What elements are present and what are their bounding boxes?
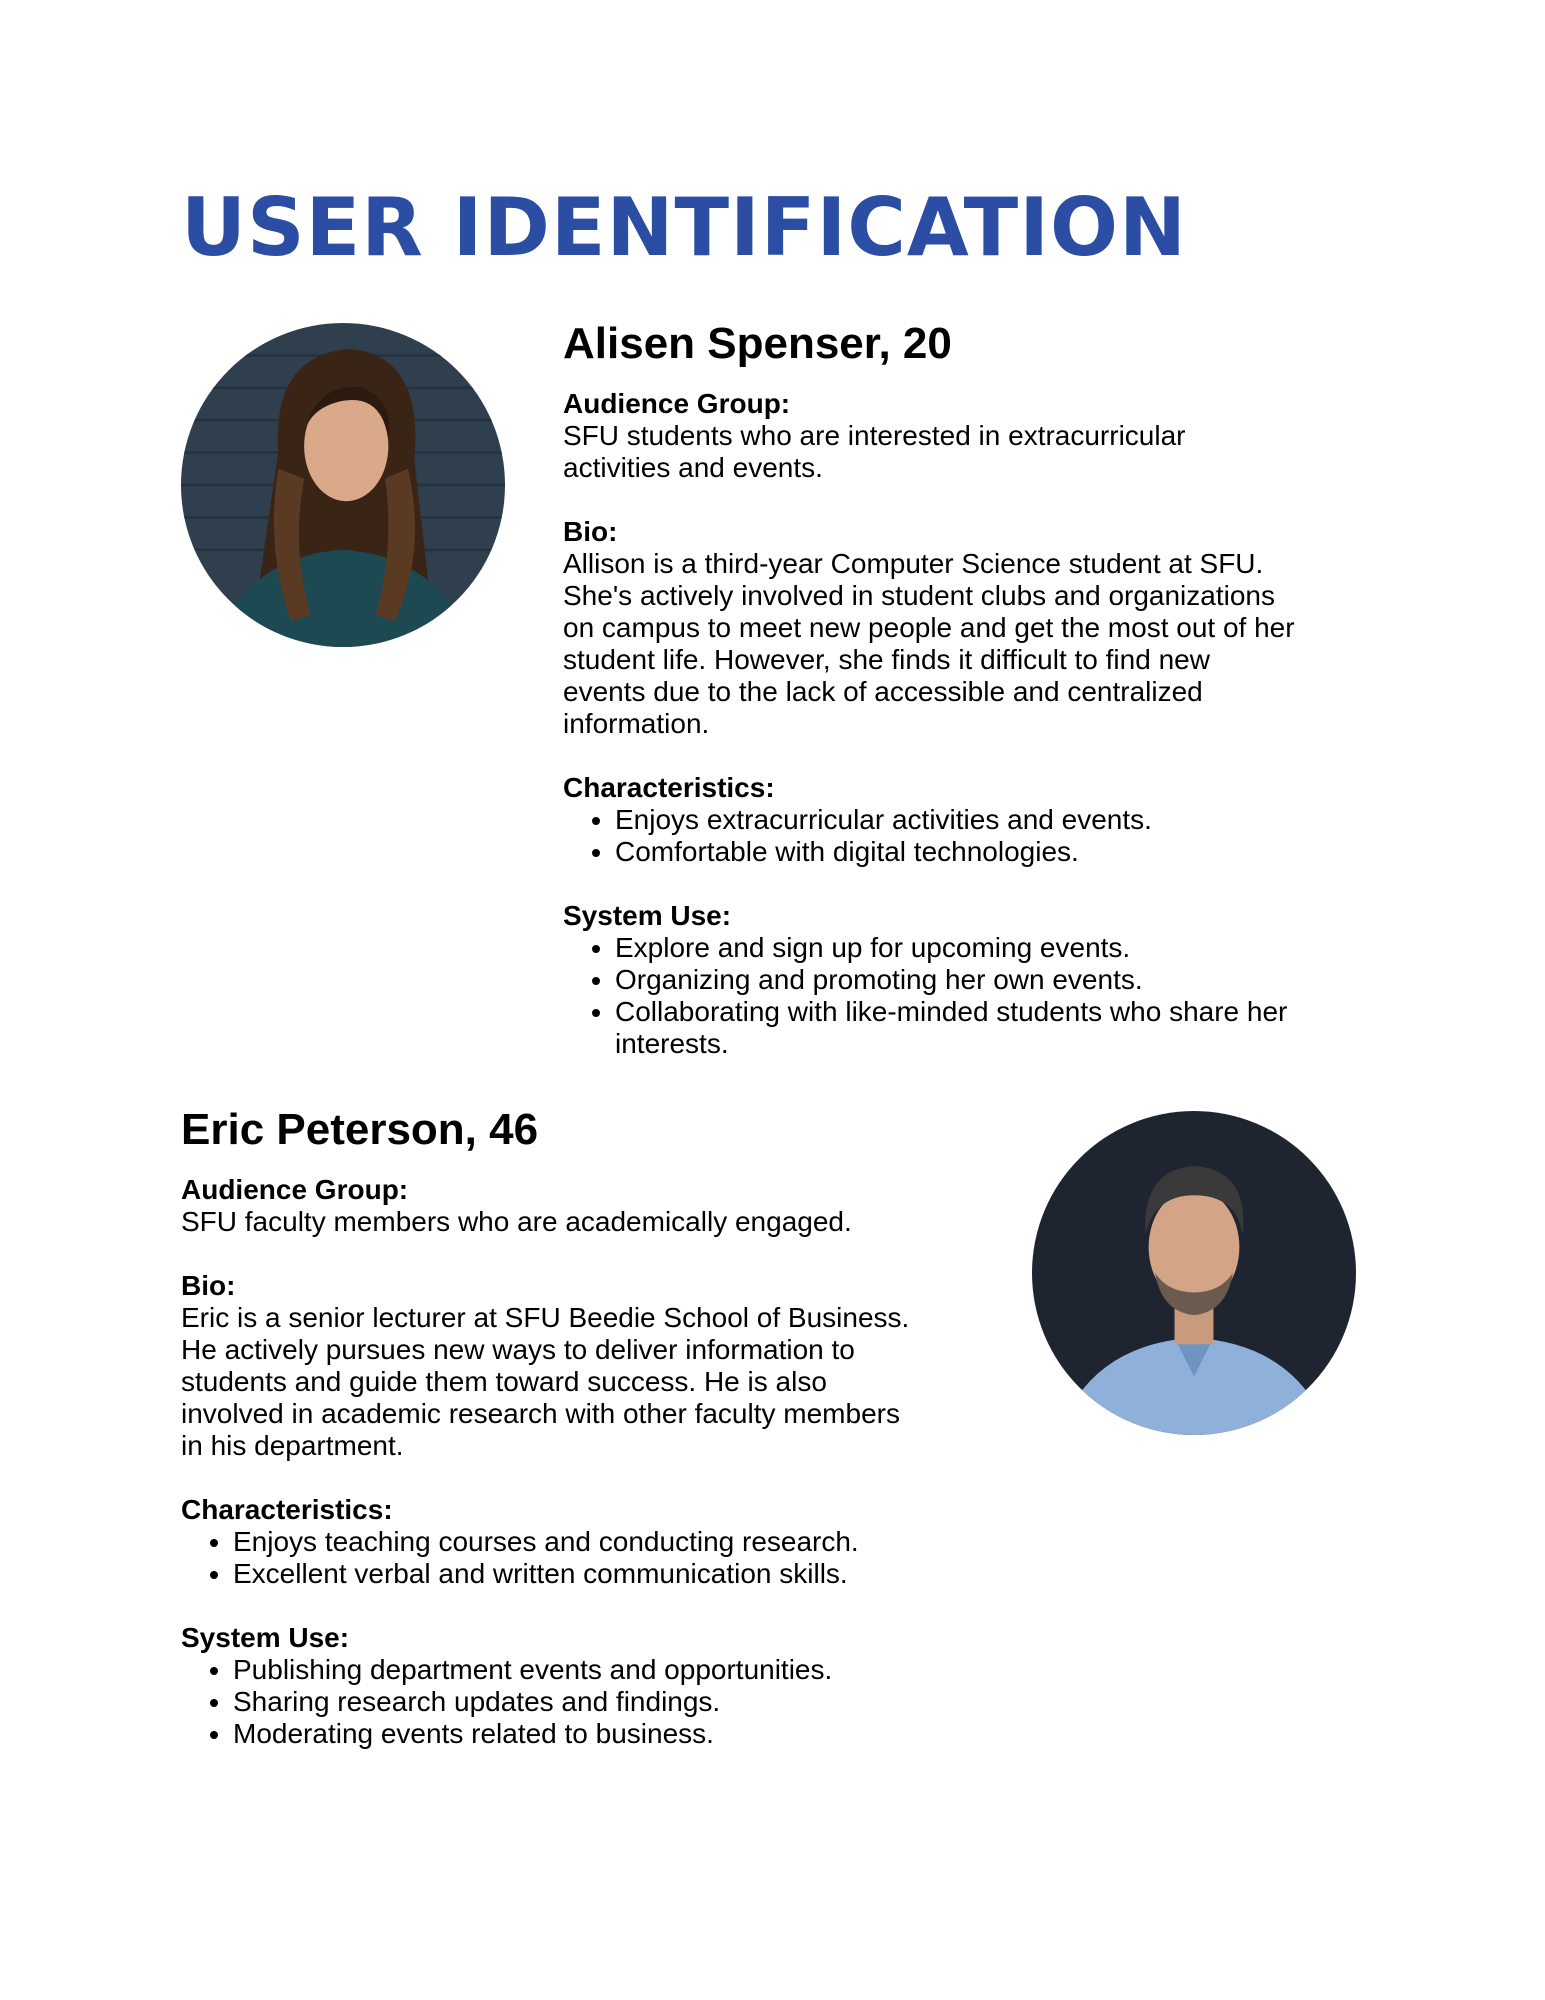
bio-line: in his department. [181, 1430, 404, 1461]
audience-group-line: SFU faculty members who are academically engaged. [181, 1206, 852, 1237]
system-use-list [181, 1654, 981, 1750]
audience-group-label: Audience Group: [563, 388, 791, 419]
characteristics-label: Characteristics: [181, 1494, 393, 1525]
list-item: • Organizing and promoting her own events. [615, 964, 1355, 996]
audience-group-label: Audience Group: [181, 1174, 409, 1205]
list-item: • Enjoys extracurricular activities and events. [615, 804, 1363, 836]
audience-group-line: SFU students who are interested in extracurricular [563, 420, 1186, 451]
system-use-label: System Use: [563, 900, 732, 931]
list-item: • Excellent verbal and written communication skills. [233, 1558, 981, 1590]
list-item: • Comfortable with digital technologies. [615, 836, 1363, 868]
bio-line: information. [563, 708, 710, 739]
persona-card-alisen [563, 318, 1363, 1060]
bio-line: She's actively involved in student clubs and organizations [563, 580, 1275, 611]
list-item: • Explore and sign up for upcoming events. [615, 932, 1355, 964]
list-item: • Enjoys teaching courses and conducting research. [233, 1526, 981, 1558]
persona-photo-alisen [181, 323, 505, 647]
system-use-list [563, 932, 1355, 1060]
bio-line: events due to the lack of accessible and centralized [563, 676, 1203, 707]
persona-name: Eric Peterson, 46 [181, 1105, 539, 1154]
audience-group-line: activities and events. [563, 452, 823, 483]
characteristics-list [563, 804, 1363, 868]
characteristics-list [181, 1526, 981, 1590]
bio-line: students and guide them toward success. He is also [181, 1366, 827, 1397]
list-item: • Moderating events related to business. [233, 1718, 981, 1750]
bio-label: Bio: [181, 1270, 236, 1301]
persona-card-eric [181, 1104, 981, 1750]
bio-label: Bio: [563, 516, 618, 547]
system-use-label: System Use: [181, 1622, 350, 1653]
bio-line: He actively pursues new ways to deliver information to [181, 1334, 855, 1365]
bio-line: Allison is a third-year Computer Science student at SFU. [563, 548, 1264, 579]
bio-line: on campus to meet new people and get the most out of her [563, 612, 1295, 643]
list-item: • Collaborating with like-minded students who share her interests. [615, 996, 1355, 1060]
persona-photo-eric [1032, 1111, 1356, 1435]
page-title: USER IDENTIFICATION [181, 181, 1187, 274]
bio-line: student life. However, she finds it difficult to find new [563, 644, 1210, 675]
list-item: • Publishing department events and opportunities. [233, 1654, 981, 1686]
bio-line: Eric is a senior lecturer at SFU Beedie School of Business. [181, 1302, 910, 1333]
persona-name: Alisen Spenser, 20 [563, 319, 952, 368]
list-item: • Sharing research updates and findings. [233, 1686, 981, 1718]
characteristics-label: Characteristics: [563, 772, 775, 803]
bio-line: involved in academic research with other faculty members [181, 1398, 900, 1429]
